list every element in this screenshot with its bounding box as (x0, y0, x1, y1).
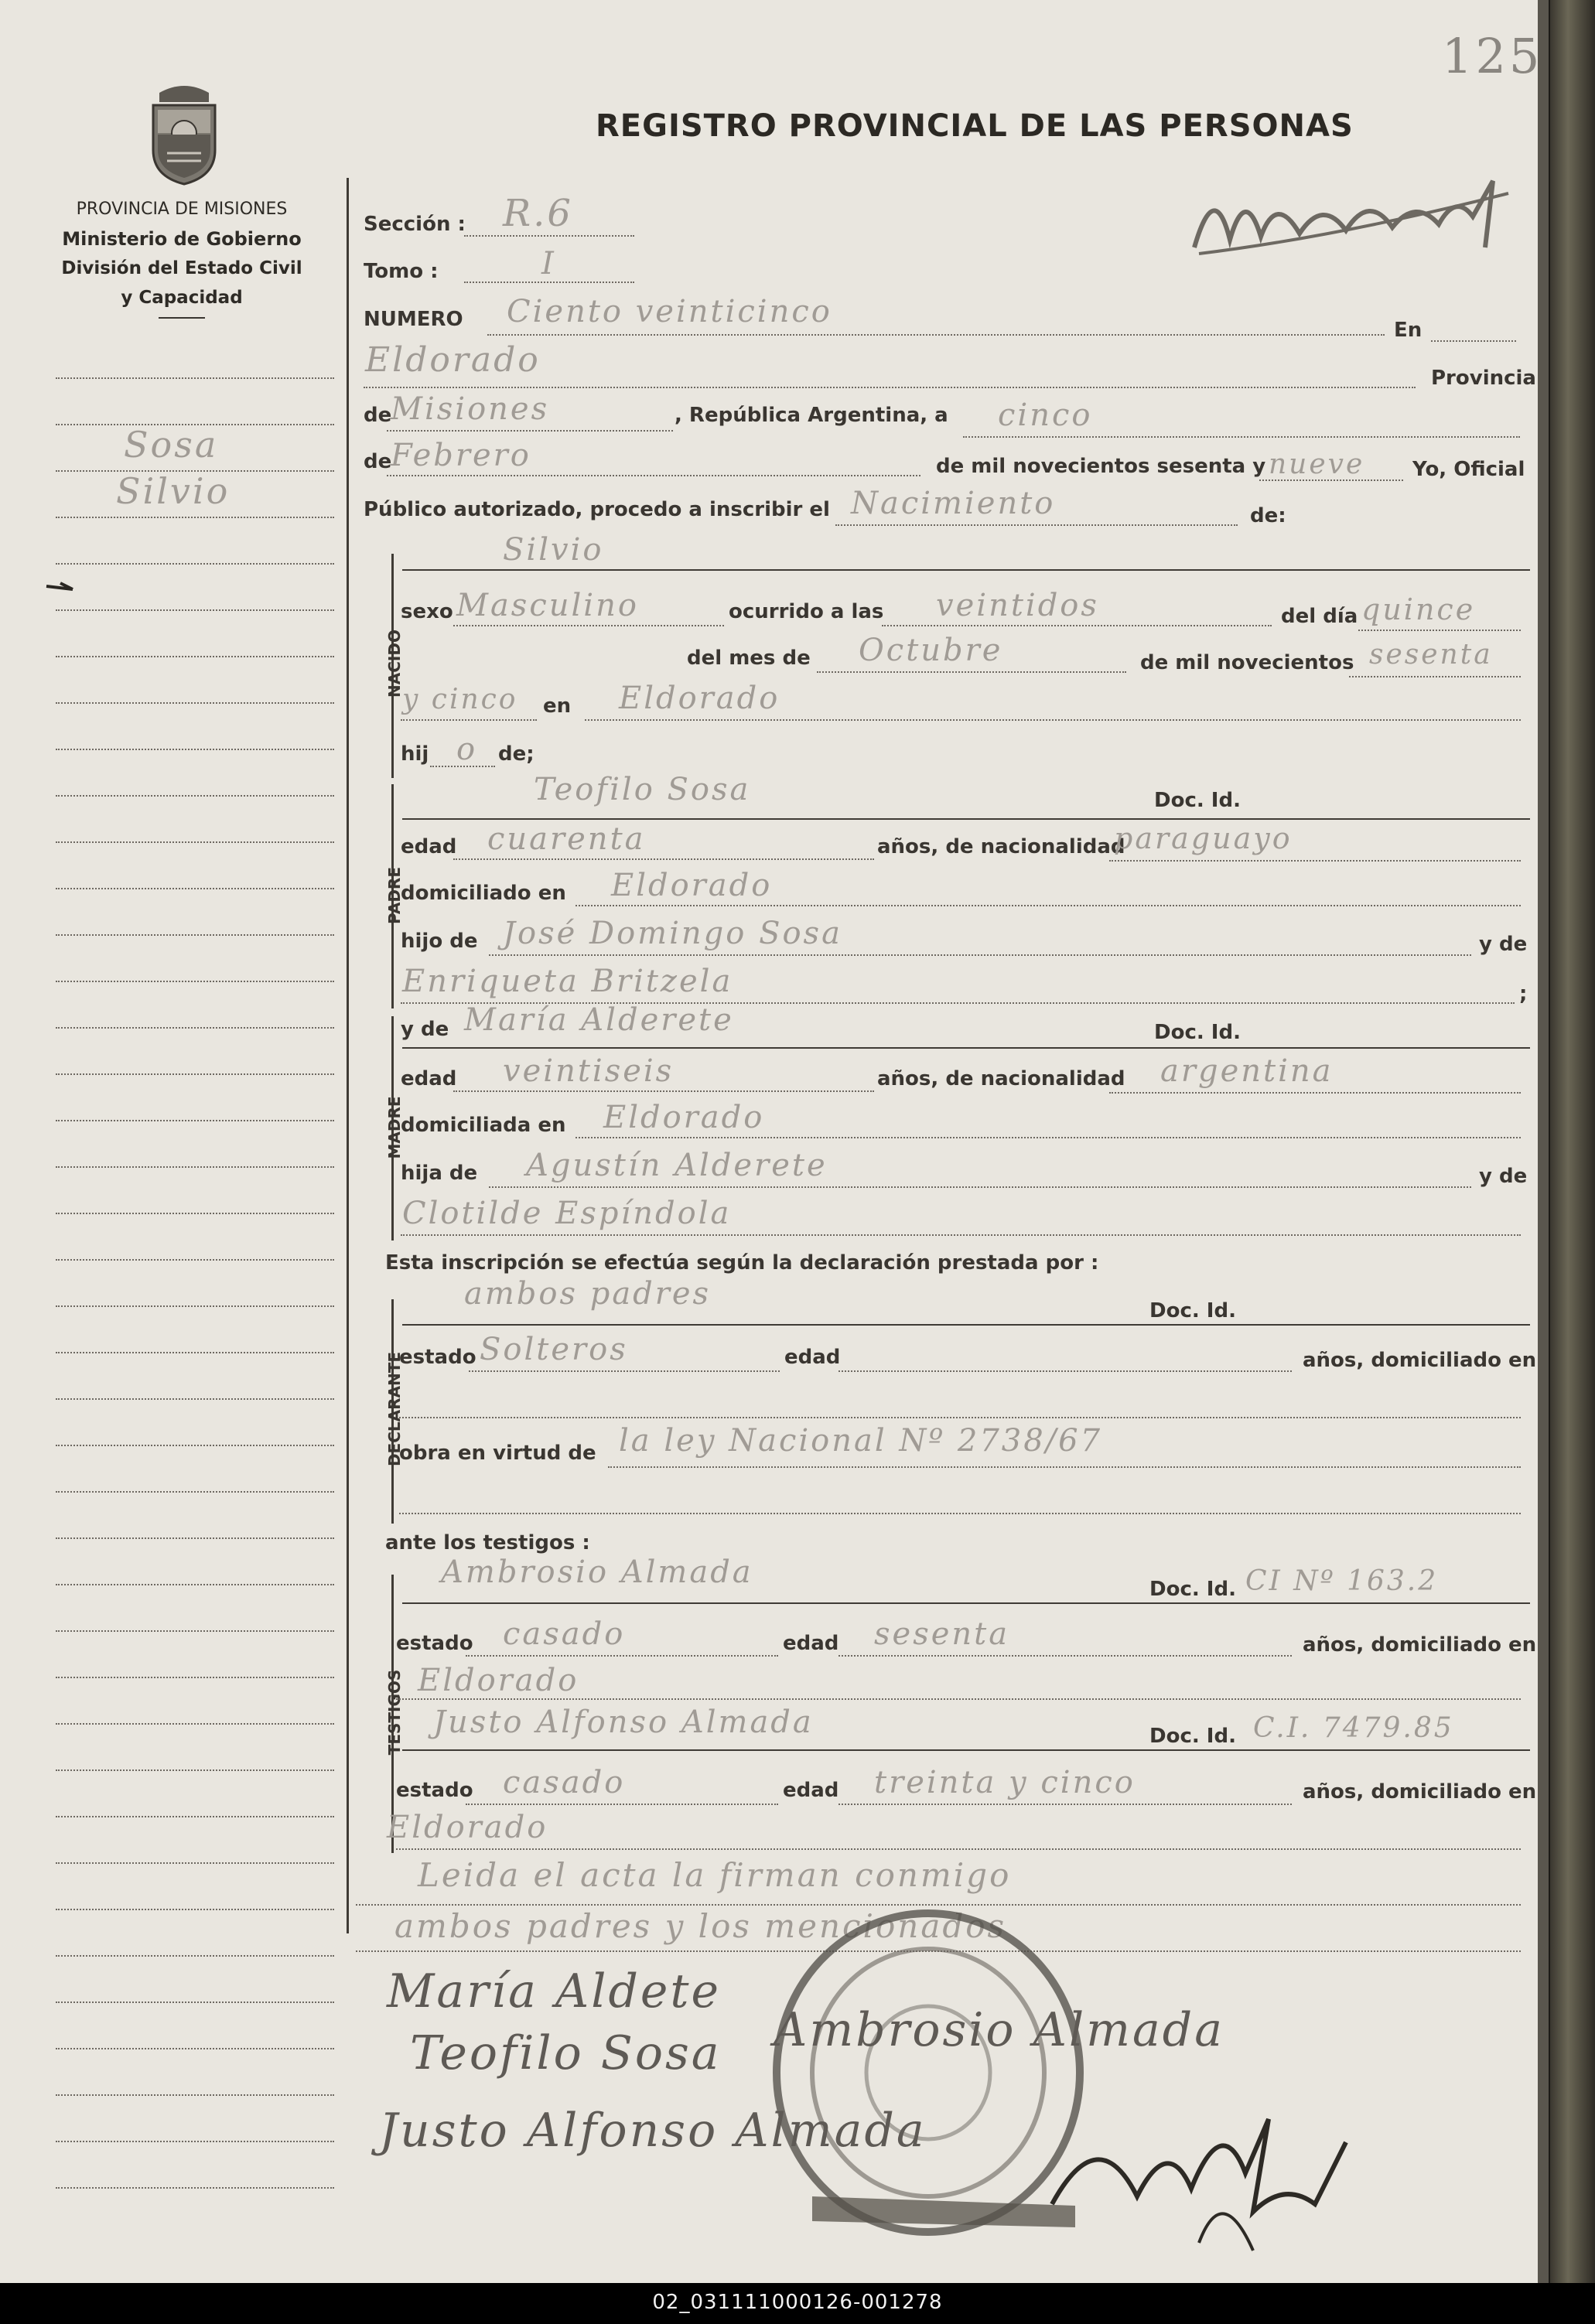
margin-line (56, 2002, 334, 2003)
footer-code: 02_031111000126-001278 (652, 2291, 943, 2314)
testigo2-anios-label: años, domiciliado en (1303, 1780, 1537, 1804)
sexo-value: Masculino (456, 588, 639, 623)
madre-yde-label: y de (401, 1018, 449, 1041)
madre-padre-value: Agustín Alderete (526, 1148, 828, 1183)
margin-line (56, 2048, 334, 2049)
margin-line (56, 1120, 334, 1121)
hij-de-label: de; (498, 742, 535, 766)
declarante-section-label: DECLARANTE (385, 1351, 404, 1467)
obra-label: obra en virtud de (399, 1442, 596, 1465)
padre-domicilio-label: domiciliado en (401, 882, 566, 905)
declaracion-label: Esta inscripción se efectúa según la declaración prestada por : (385, 1251, 1099, 1275)
padre-hijo-label: hijo de (401, 930, 478, 953)
margin-line (56, 1584, 334, 1585)
margin-line (56, 1955, 334, 1957)
padre-semicolon: ; (1519, 982, 1528, 1005)
hij-value: o (456, 732, 478, 767)
nacido-anio-value: sesenta (1369, 639, 1493, 671)
madre-nacionalidad-value: argentina (1160, 1053, 1334, 1089)
madre-doc-label: Doc. Id. (1154, 1021, 1241, 1044)
madre-edad-value: veintiseis (503, 1053, 675, 1089)
obra-value: la ley Nacional Nº 2738/67 (619, 1423, 1103, 1459)
testigo1-edad: sesenta (874, 1616, 1010, 1652)
margin-line (56, 609, 334, 611)
provincia-value: Misiones (391, 391, 550, 427)
testigo1-estado: casado (503, 1616, 626, 1652)
margin-line (56, 517, 334, 518)
anio-value: nueve (1269, 449, 1365, 480)
signature-teofilo: Teofilo Sosa (410, 2026, 722, 2080)
provincia-label: Provincia (1431, 367, 1536, 390)
closing-line-1: Leida el acta la firman conmigo (418, 1856, 1012, 1894)
testigo2-domicilio: Eldorado (387, 1810, 548, 1845)
del-dia-label: del día (1281, 605, 1358, 628)
margin-line (56, 1213, 334, 1214)
testigos-section-label: TESTIGOS (385, 1669, 404, 1756)
nacido-lugar-value: Eldorado (619, 681, 780, 716)
madre-domicilio-label: domiciliada en (401, 1114, 566, 1137)
margin-arrow-icon (45, 580, 76, 596)
madre-madre-value: Clotilde Espíndola (402, 1196, 732, 1231)
margin-line (56, 934, 334, 936)
en-label: En (1394, 319, 1423, 342)
officer-signature (1183, 162, 1524, 278)
padre-nacionalidad-value: paraguayo (1114, 821, 1293, 855)
padre-padre-value: José Domingo Sosa (503, 916, 842, 951)
margin-line (56, 749, 334, 750)
testigo1-nombre: Ambrosio Almada (441, 1554, 753, 1590)
declarante-edad-label: edad (784, 1346, 841, 1369)
margin-line (56, 841, 334, 843)
lugar-value: Eldorado (365, 340, 541, 380)
madre-domicilio-value: Eldorado (603, 1100, 765, 1135)
testigo1-domicilio: Eldorado (418, 1663, 579, 1698)
declarante-estado-value: Solteros (480, 1332, 628, 1367)
margin-line (56, 1630, 334, 1632)
issuer-block (54, 195, 309, 319)
madre-hija-label: hija de (401, 1162, 478, 1185)
republica-label: , República Argentina, a (675, 404, 948, 427)
testigo1-estado-label: estado (396, 1632, 473, 1655)
signature-justo: Justo Alfonso Almada (379, 2104, 927, 2158)
padre-yde-label: y de (1479, 933, 1528, 956)
padre-edad-label: edad (401, 835, 457, 858)
margin-line (56, 1305, 334, 1307)
madre-nacionalidad-label: años, de nacionalidad (877, 1067, 1125, 1090)
ministry-line: Ministerio de Gobierno (62, 228, 302, 250)
tomo-value: I (541, 246, 556, 282)
margin-line (56, 981, 334, 982)
testigo2-doc-label: Doc. Id. (1149, 1725, 1236, 1748)
margin-line (56, 1862, 334, 1864)
declarante-nombre-value: ambos padres (464, 1276, 712, 1312)
signature-maria: María Aldete (387, 1964, 721, 2019)
margin-line (56, 377, 334, 379)
ocurrido-label: ocurrido a las (729, 600, 884, 623)
book-binding (1550, 0, 1595, 2283)
margin-line (56, 1352, 334, 1353)
padre-nacionalidad-label: años, de nacionalidad (877, 835, 1125, 858)
tomo-label: Tomo : (364, 260, 439, 283)
testigo2-estado: casado (503, 1765, 626, 1800)
closing-line-2: ambos padres y los mencionados (394, 1907, 1007, 1945)
mes-value: Febrero (391, 438, 531, 473)
margin-line (56, 1909, 334, 1910)
page-number: 125 (1442, 28, 1543, 84)
del-mes-label: del mes de (687, 647, 811, 670)
division-line: División del Estado Civil (61, 258, 302, 278)
nacido-dia-value: quince (1361, 592, 1476, 626)
padre-madre-value: Enriqueta Britzela (402, 964, 733, 999)
capacity-line: y Capacidad (121, 288, 243, 308)
nacido-mes-value: Octubre (859, 633, 1003, 668)
madre-section-label: MADRE (385, 1096, 404, 1159)
margin-line (56, 1769, 334, 1771)
madre-nombre-value: María Alderete (464, 1002, 734, 1038)
oficial-label: Yo, Oficial (1412, 458, 1525, 481)
de-label: de (364, 404, 392, 427)
officer-final-signature (1037, 2088, 1361, 2258)
de3-label: de: (1250, 504, 1286, 527)
dia-value: cinco (998, 398, 1093, 433)
acto-value: Nacimiento (851, 486, 1056, 521)
testigo1-doc-label: Doc. Id. (1149, 1578, 1236, 1601)
declarante-anios-label: años, domiciliado en (1303, 1349, 1537, 1372)
margin-line (56, 1491, 334, 1493)
margin-column-rule (347, 178, 349, 1933)
testigo2-estado-label: estado (396, 1779, 473, 1802)
signature-ambrosio: Ambrosio Almada (774, 2003, 1224, 2057)
publico-label: Público autorizado, procedo a inscribir el (364, 498, 830, 521)
margin-line (56, 1445, 334, 1446)
de2-label: de (364, 450, 392, 473)
testigo1-doc: CI Nº 163.2 (1245, 1565, 1439, 1597)
sexo-label: sexo (401, 600, 453, 623)
testigo2-edad-label: edad (783, 1779, 839, 1802)
madre-yde2-label: y de (1479, 1165, 1528, 1188)
padre-edad-value: cuarenta (487, 821, 646, 857)
margin-line (56, 1816, 334, 1817)
testigo1-edad-label: edad (783, 1632, 839, 1655)
seccion-value: R.6 (503, 192, 573, 235)
margin-line (56, 656, 334, 657)
margin-line (56, 1073, 334, 1075)
issuer-divider (159, 317, 205, 319)
margin-line (56, 1723, 334, 1725)
nacido-anio-value-2: y cinco (402, 684, 518, 715)
declarante-estado-label: estado (399, 1346, 476, 1369)
numero-label: NUMERO (364, 308, 463, 331)
nacido-section-label: NACIDO (385, 630, 404, 698)
seccion-label: Sección : (364, 213, 466, 236)
numero-value: Ciento veinticinco (507, 294, 832, 329)
padre-section-label: PADRE (385, 867, 404, 924)
margin-line (56, 1537, 334, 1539)
margin-line (56, 888, 334, 889)
testigo2-edad: treinta y cinco (874, 1765, 1136, 1800)
margin-line (56, 2094, 334, 2096)
nacido-en-label: en (543, 694, 572, 718)
province-line: PROVINCIA DE MISIONES (76, 200, 288, 219)
madre-edad-label: edad (401, 1067, 457, 1090)
margin-line (56, 2141, 334, 2142)
margin-line (56, 563, 334, 565)
padre-doc-label: Doc. Id. (1154, 789, 1241, 812)
testigo2-doc: C.I. 7479.85 (1253, 1712, 1454, 1744)
margin-line (56, 1259, 334, 1261)
testigo2-nombre: Justo Alfonso Almada (433, 1705, 814, 1740)
padre-domicilio-value: Eldorado (611, 868, 773, 903)
margin-line (56, 2187, 334, 2189)
page-title: REGISTRO PROVINCIAL DE LAS PERSONAS (596, 108, 1354, 144)
margin-line (56, 1166, 334, 1168)
margin-line (56, 702, 334, 704)
declarante-doc-label: Doc. Id. (1149, 1299, 1236, 1322)
nacido-nombre-value: Silvio (503, 532, 604, 568)
margin-given-name: Silvio (116, 470, 231, 512)
margin-line (56, 1677, 334, 1678)
margin-line (56, 1398, 334, 1400)
provincial-crest-icon (144, 79, 224, 186)
testigo1-anios-label: años, domiciliado en (1303, 1633, 1537, 1657)
testigos-label: ante los testigos : (385, 1531, 590, 1554)
margin-surname: Sosa (124, 424, 219, 466)
hora-value: veintidos (936, 588, 1099, 623)
margin-line (56, 1027, 334, 1029)
nacido-mil-label: de mil novecientos (1140, 651, 1354, 674)
padre-nombre-value: Teofilo Sosa (534, 772, 751, 807)
mil-label: de mil novecientos sesenta y (936, 455, 1266, 478)
margin-line (56, 795, 334, 797)
hij-label: hij (401, 742, 429, 766)
svg-text:Wassaclado: Wassaclado (1230, 239, 1239, 241)
